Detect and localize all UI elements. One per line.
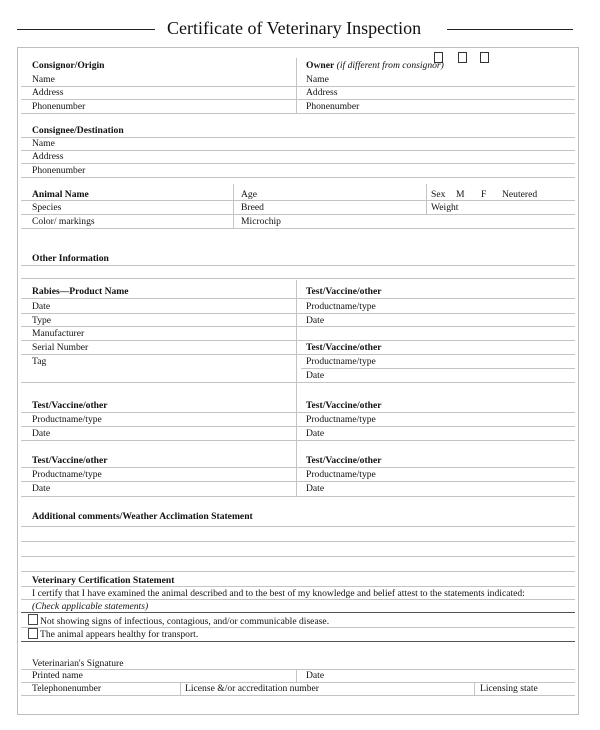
row-rule xyxy=(21,426,575,427)
rabies-tag-field[interactable]: Tag xyxy=(32,356,47,367)
row-rule xyxy=(21,137,575,138)
owner-address-field[interactable]: Address xyxy=(306,87,338,98)
row-rule xyxy=(21,99,575,100)
consignor-phone-field[interactable]: Phonenumber xyxy=(32,101,86,112)
owner-name-field[interactable]: Name xyxy=(306,74,329,85)
rabies-serial-field[interactable]: Serial Number xyxy=(32,342,89,353)
row-rule xyxy=(21,496,575,497)
row-rule xyxy=(21,669,575,670)
comments-heading: Additional comments/Weather Acclimation Statement xyxy=(32,511,253,522)
column-rule xyxy=(296,58,297,113)
row-rule xyxy=(21,556,575,557)
column-rule xyxy=(296,280,297,496)
row-rule xyxy=(21,278,575,279)
row-rule xyxy=(21,612,575,613)
option-not-showing-signs: Not showing signs of infectious, contagious, and/or communicable disease. xyxy=(40,616,330,627)
certification-instruction: (Check applicable statements) xyxy=(32,601,149,612)
column-rule xyxy=(474,682,475,695)
row-rule xyxy=(21,298,575,299)
checkbox-not-showing-signs[interactable] xyxy=(28,614,38,625)
row-rule xyxy=(21,641,575,642)
column-rule xyxy=(426,184,427,214)
consignor-address-field[interactable]: Address xyxy=(32,87,64,98)
test-3-date-field[interactable]: Date xyxy=(32,428,51,439)
checkbox-glyph xyxy=(458,52,467,63)
rabies-type-field[interactable]: Type xyxy=(32,315,52,326)
row-rule xyxy=(21,340,575,341)
animal-name-field[interactable]: Animal Name xyxy=(32,189,89,200)
certification-heading: Veterinary Certification Statement xyxy=(32,575,175,586)
test-heading-2: Test/Vaccine/other xyxy=(306,342,382,353)
consignor-name-field[interactable]: Name xyxy=(32,74,55,85)
column-rule xyxy=(296,669,297,682)
animal-breed-field[interactable]: Breed xyxy=(241,202,264,213)
row-rule xyxy=(21,412,575,413)
row-rule xyxy=(21,313,575,314)
animal-weight-field[interactable]: Weight xyxy=(431,202,459,213)
test-heading-5: Test/Vaccine/other xyxy=(32,455,108,466)
consignee-phone-field[interactable]: Phonenumber xyxy=(32,165,86,176)
test-5-product-field[interactable]: Productname/type xyxy=(32,469,102,480)
row-rule xyxy=(21,354,575,355)
neutered-option[interactable]: Neutered xyxy=(502,189,538,200)
row-rule xyxy=(21,228,575,229)
sex-male-option[interactable]: M xyxy=(456,189,465,200)
other-information-heading: Other Information xyxy=(32,253,109,264)
test-4-product-field[interactable]: Productname/type xyxy=(306,414,376,425)
row-rule xyxy=(21,326,575,327)
rabies-date-field[interactable]: Date xyxy=(32,301,51,312)
rabies-manufacturer-field[interactable]: Manufacturer xyxy=(32,328,85,339)
animal-color-field[interactable]: Color/ markings xyxy=(32,216,95,227)
page-title: Certificate of Veterinary Inspection xyxy=(167,18,422,38)
test-1-date-field[interactable]: Date xyxy=(306,315,325,326)
certification-statement: I certify that I have examined the animal described and to the best of my knowledge and belief attest to the statements indicated: xyxy=(32,588,525,599)
licensing-state-field[interactable]: Licensing state xyxy=(480,683,538,694)
row-rule xyxy=(21,571,575,572)
row-rule xyxy=(21,265,575,266)
test-6-product-field[interactable]: Productname/type xyxy=(306,469,376,480)
sex-label: Sex xyxy=(431,189,446,200)
test-heading-1: Test/Vaccine/other xyxy=(306,286,382,297)
consignee-heading: Consignee/Destination xyxy=(32,125,124,136)
title-rule-right xyxy=(447,29,573,30)
test-heading-4: Test/Vaccine/other xyxy=(306,400,382,411)
row-rule xyxy=(21,382,575,383)
row-rule xyxy=(21,481,575,482)
test-6-date-field[interactable]: Date xyxy=(306,483,325,494)
animal-species-field[interactable]: Species xyxy=(32,202,62,213)
test-2-product-field[interactable]: Productname/type xyxy=(306,356,376,367)
test-heading-3: Test/Vaccine/other xyxy=(32,400,108,411)
signature-date-field[interactable]: Date xyxy=(306,670,325,681)
checkbox-appears-healthy[interactable] xyxy=(28,628,38,639)
row-rule xyxy=(21,113,575,114)
animal-age-field[interactable]: Age xyxy=(241,189,257,200)
animal-microchip-field[interactable]: Microchip xyxy=(241,216,281,227)
test-heading-6: Test/Vaccine/other xyxy=(306,455,382,466)
row-rule xyxy=(21,177,575,178)
printed-name-field[interactable]: Printed name xyxy=(32,670,83,681)
row-rule xyxy=(21,695,575,696)
row-rule xyxy=(21,526,575,527)
telephone-field[interactable]: Telephonenumber xyxy=(32,683,102,694)
checkbox-glyph xyxy=(480,52,489,63)
owner-heading-label: Owner xyxy=(306,60,335,71)
test-5-date-field[interactable]: Date xyxy=(32,483,51,494)
row-rule xyxy=(21,440,575,441)
row-rule xyxy=(21,599,575,600)
row-rule xyxy=(21,200,575,201)
test-2-date-field[interactable]: Date xyxy=(306,370,325,381)
column-rule xyxy=(180,682,181,695)
column-rule xyxy=(233,184,234,228)
row-rule xyxy=(301,368,575,369)
owner-phone-field[interactable]: Phonenumber xyxy=(306,101,360,112)
inspection-form xyxy=(17,47,579,715)
consignee-address-field[interactable]: Address xyxy=(32,151,64,162)
owner-heading-note: (if different from consignor) xyxy=(336,60,444,71)
rabies-heading: Rabies—Product Name xyxy=(32,286,129,297)
row-rule xyxy=(21,150,575,151)
owner-heading xyxy=(306,60,444,71)
test-1-product-field[interactable]: Productname/type xyxy=(306,301,376,312)
row-rule xyxy=(21,541,575,542)
row-rule xyxy=(21,586,575,587)
row-rule xyxy=(21,163,575,164)
consignor-heading: Consignor/Origin xyxy=(32,60,105,71)
test-3-product-field[interactable]: Productname/type xyxy=(32,414,102,425)
row-rule xyxy=(21,86,575,87)
title-row xyxy=(17,18,573,42)
test-4-date-field[interactable]: Date xyxy=(306,428,325,439)
row-rule xyxy=(21,627,575,628)
row-rule xyxy=(21,214,575,215)
sex-female-option[interactable]: F xyxy=(481,189,487,200)
consignee-name-field[interactable]: Name xyxy=(32,138,55,149)
license-number-field[interactable]: License &/or accreditation number xyxy=(185,683,319,694)
option-appears-healthy: The animal appears healthy for transport. xyxy=(40,629,199,640)
signature-field[interactable]: Veterinarian's Signature xyxy=(32,658,124,669)
title-rule-left xyxy=(17,29,155,30)
row-rule xyxy=(21,467,575,468)
